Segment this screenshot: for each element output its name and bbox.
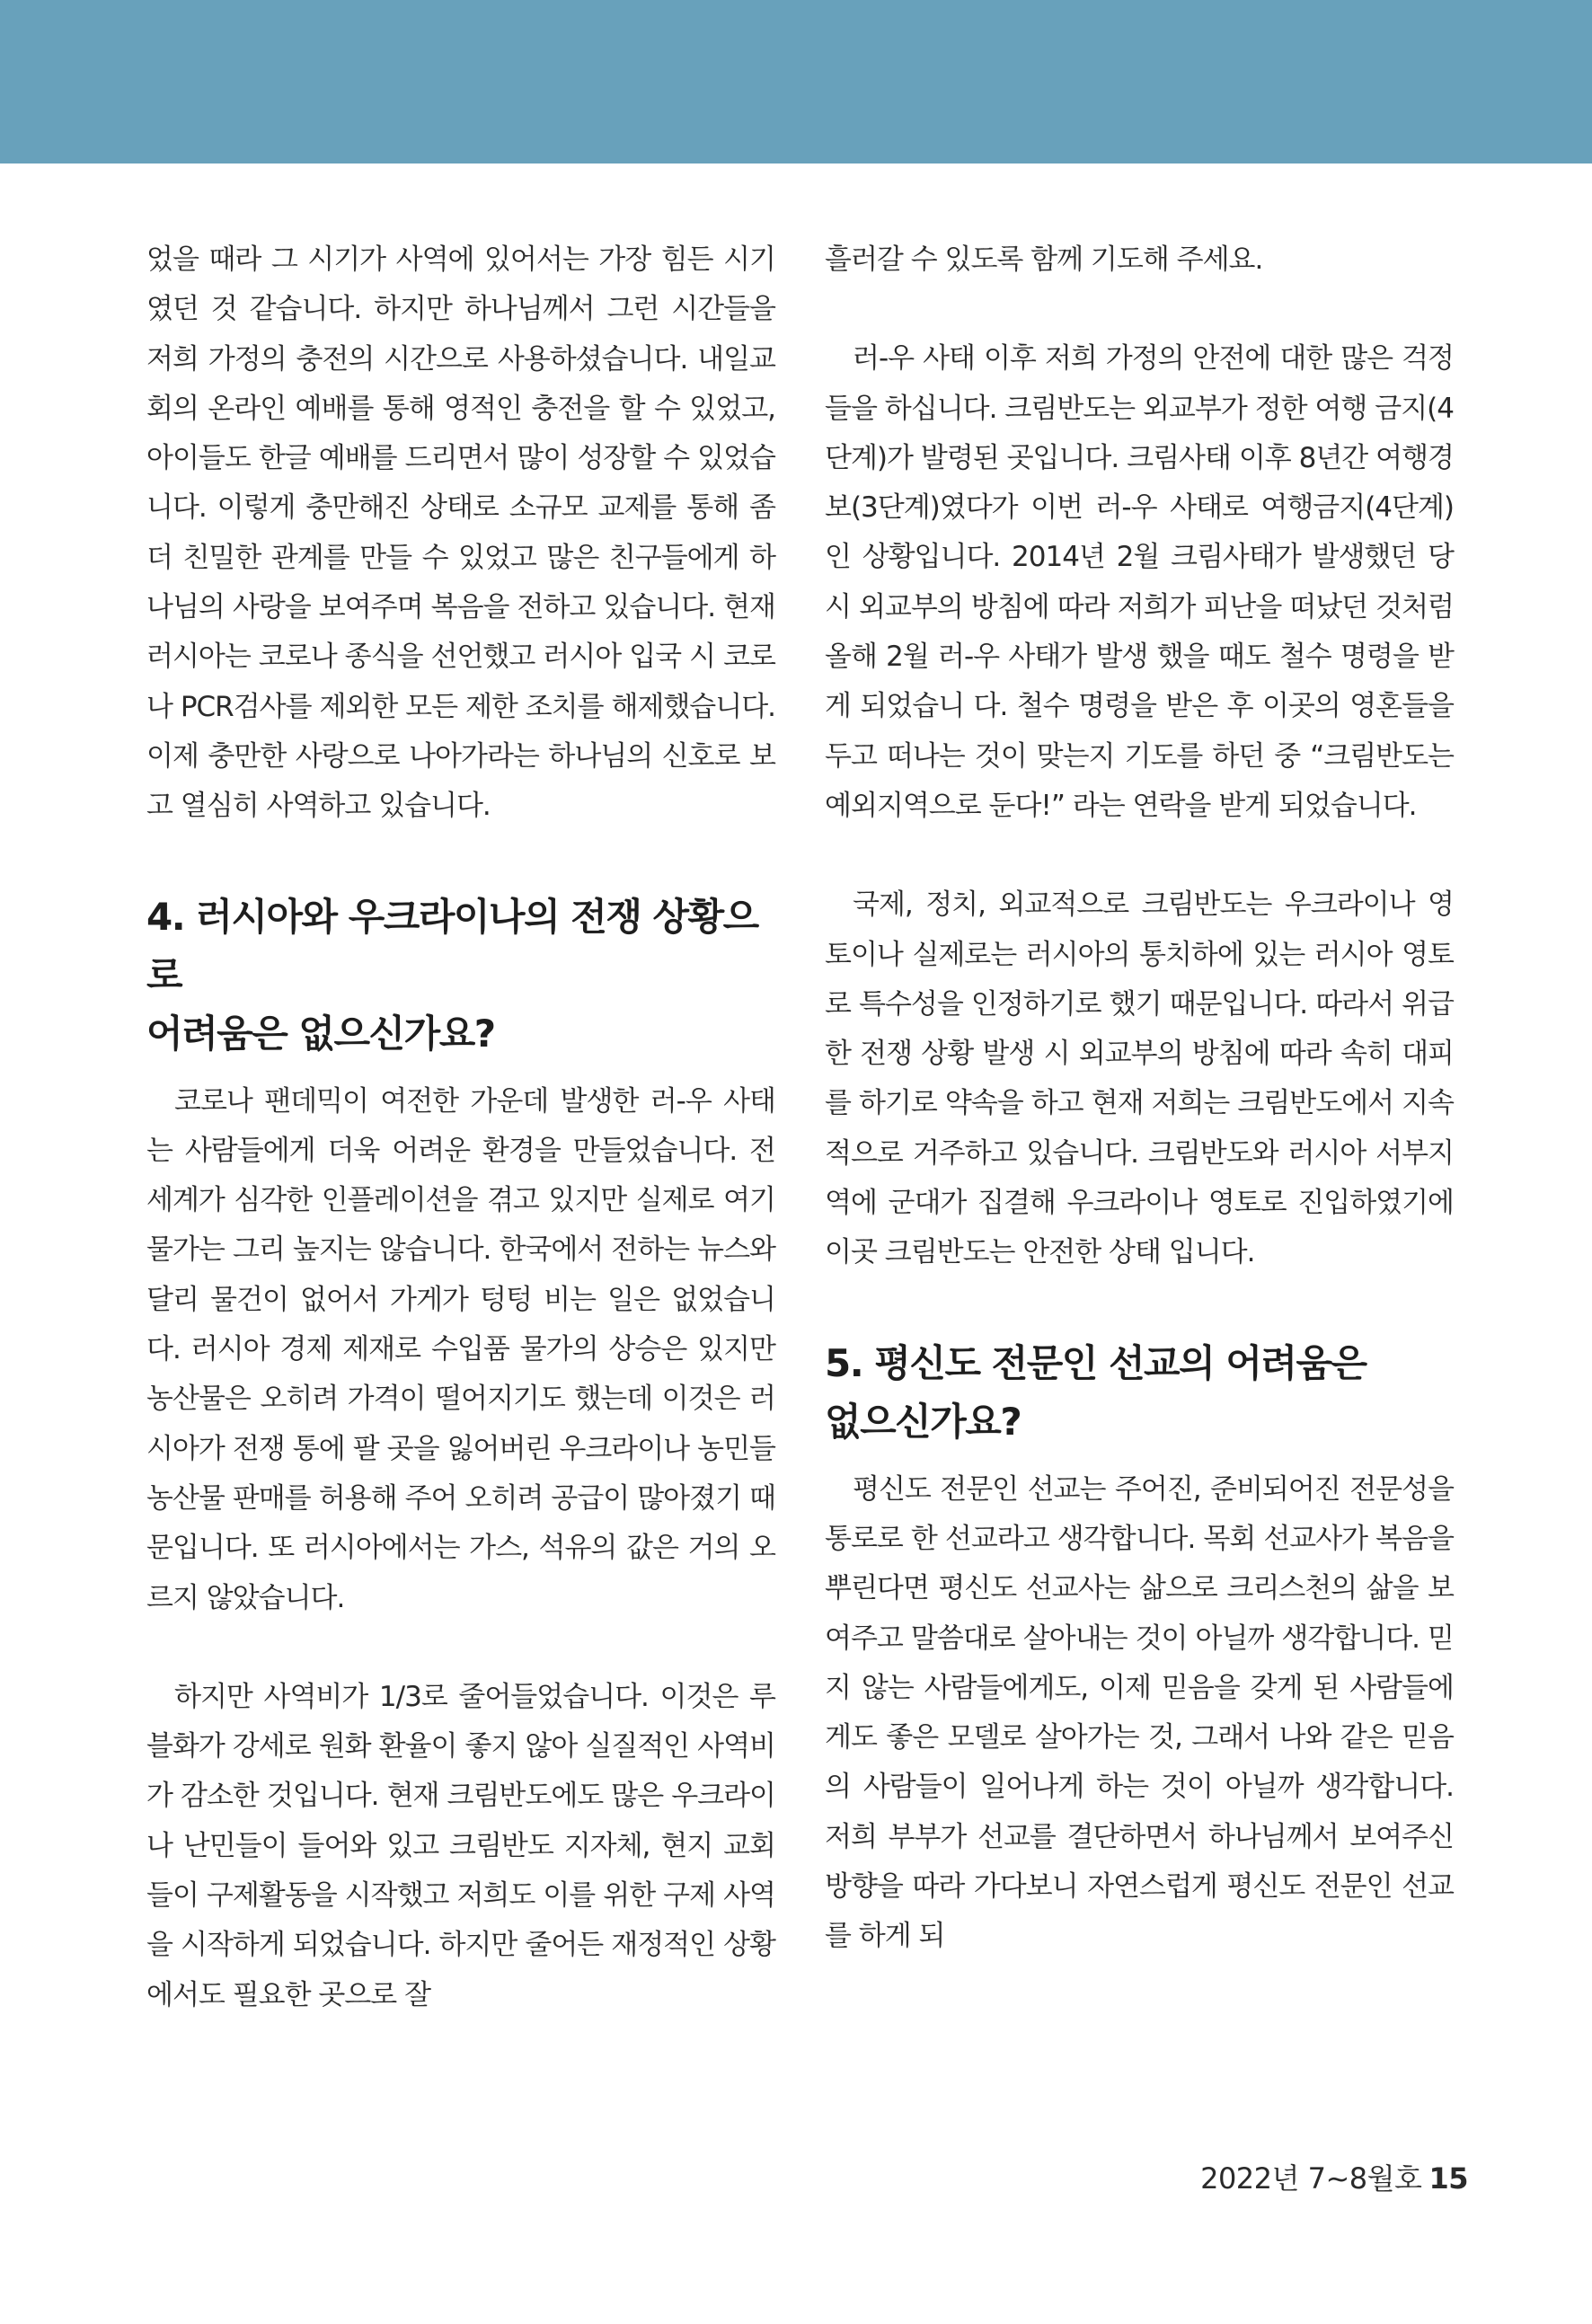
section-heading-5 (825, 1334, 1454, 1451)
page-number: 15 (1428, 2161, 1468, 2196)
paragraph: 국제, 정치, 외교적으로 크림반도는 우크라이나 영토이나 실제로는 러시아의 통치하에 있는 러시아 영토로 특수성을 인정하기로 했기 때문입니다. 따라서 위급한 전쟁 상황 발생 시 외교부의 방침에 따라 속히 대피를 하기로 약속을 하고 현재 저희는 크림반도에서 지속적으로 거주하고 있습니다. 크림반도와 러시아 서부지역에 군대가 집결해 우크라이나 영토로 진입하였기에 이곳 크림반도는 안전한 상태 입니다. (825, 888, 1454, 1269)
paragraph: 러-우 사태 이후 저희 가정의 안전에 대한 많은 걱정들을 하십니다. 크림반도는 외교부가 정한 여행 금지(4단계)가 발령된 곳입니다. 크림사태 이후 8년간 여행경보(3단계)였다가 이번 러-우 사태로 여행금지(4단계)인 상황입니다. 2014년 2월 크림사태가 발생했던 당시 외교부의 방침에 따라 저희가 피난을 떠났던 것처럼 올해 2월 러-우 사태가 발생 했을 때도 철수 명령을 받게 되었습니 다. 철수 명령을 받은 후 이곳의 영혼들을 두고 떠나는 것이 맞는지 기도를 하던 중 “크림반도는 예외지역으로 둔다!” 라는 연락을 받게 되었습니다. (825, 342, 1454, 822)
heading-line: 5. 평신도 전문인 선교의 어려움은 (825, 1340, 1366, 1385)
heading-line: 4. 러시아와 우크라이나의 전쟁 상황으로 (146, 894, 758, 997)
heading-line: 없으신가요? (825, 1399, 1022, 1444)
left-column (146, 235, 775, 2020)
paragraph: 코로나 팬데믹이 여전한 가운데 발생한 러-우 사태는 사람들에게 더욱 어려운 환경을 만들었습니다. 전 세계가 심각한 인플레이션을 겪고 있지만 실제로 여기 물가는 그리 높지는 않습니다. 한국에서 전하는 뉴스와 달리 물건이 없어서 가게가 텅텅 비는 일은 없었습니다. 러시아 경제 제재로 수입품 물가의 상승은 있지만 농산물은 오히려 가격이 떨어지기도 했는데 이것은 러시아가 전쟁 통에 팔 곳을 잃어버린 우크라이나 농민들 농산물 판매를 허용해 주어 오히려 공급이 많아졌기 때문입니다. 또 러시아에서는 가스, 석유의 값은 거의 오르지 않았습니다. (146, 1084, 775, 1614)
section-heading-4 (146, 888, 775, 1063)
header-band (0, 0, 1592, 163)
paragraph: 었을 때라 그 시기가 사역에 있어서는 가장 힘든 시기였던 것 같습니다. 하지만 하나님께서 그런 시간들을 저희 가정의 충전의 시간으로 사용하셨습니다. 내일교회의 온라인 예배를 통해 영적인 충전을 할 수 있었고, 아이들도 한글 예배를 드리면서 많이 성장할 수 있었습니다. 이렇게 충만해진 상태로 소규모 교제를 통해 좀 더 친밀한 관계를 만들 수 있었고 많은 친구들에게 하나님의 사랑을 보여주며 복음을 전하고 있습니다. 현재 러시아는 코로나 종식을 선언했고 러시아 입국 시 코로나 PCR검사를 제외한 모든 제한 조치를 해제했습니다. 이제 충만한 사랑으로 나아가라는 하나님의 신호로 보고 열심히 사역하고 있습니다. (146, 243, 775, 823)
paragraph: 흘러갈 수 있도록 함께 기도해 주세요. (825, 243, 1263, 276)
paragraph: 하지만 사역비가 1/3로 줄어들었습니다. 이것은 루블화가 강세로 원화 환율이 좋지 않아 실질적인 사역비가 감소한 것입니다. 현재 크림반도에도 많은 우크라이나 난민들이 들어와 있고 크림반도 지자체, 현지 교회들이 구제활동을 시작했고 저희도 이를 위한 구제 사역을 시작하게 되었습니다. 하지만 줄어든 재정적인 상황에서도 필요한 곳으로 잘 (146, 1680, 775, 2011)
page-footer (1200, 2156, 1468, 2197)
right-column (825, 235, 1454, 1962)
issue-label: 2022년 7~8월호 (1200, 2161, 1422, 2196)
heading-line: 어려움은 없으신가요? (146, 1011, 495, 1056)
paragraph: 평신도 전문인 선교는 주어진, 준비되어진 전문성을 통로로 한 선교라고 생각합니다. 목회 선교사가 복음을 뿌린다면 평신도 선교사는 삶으로 크리스천의 삶을 보여주고 말씀대로 살아내는 것이 아닐까 생각합니다. 믿지 않는 사람들에게도, 이제 믿음을 갖게 된 사람들에게도 좋은 모델로 살아가는 것, 그래서 나와 같은 믿음의 사람들이 일어나게 하는 것이 아닐까 생각합니다. 저희 부부가 선교를 결단하면서 하나님께서 보여주신 방향을 따라 가다보니 자연스럽게 평신도 전문인 선교를 하게 되 (825, 1472, 1454, 1953)
